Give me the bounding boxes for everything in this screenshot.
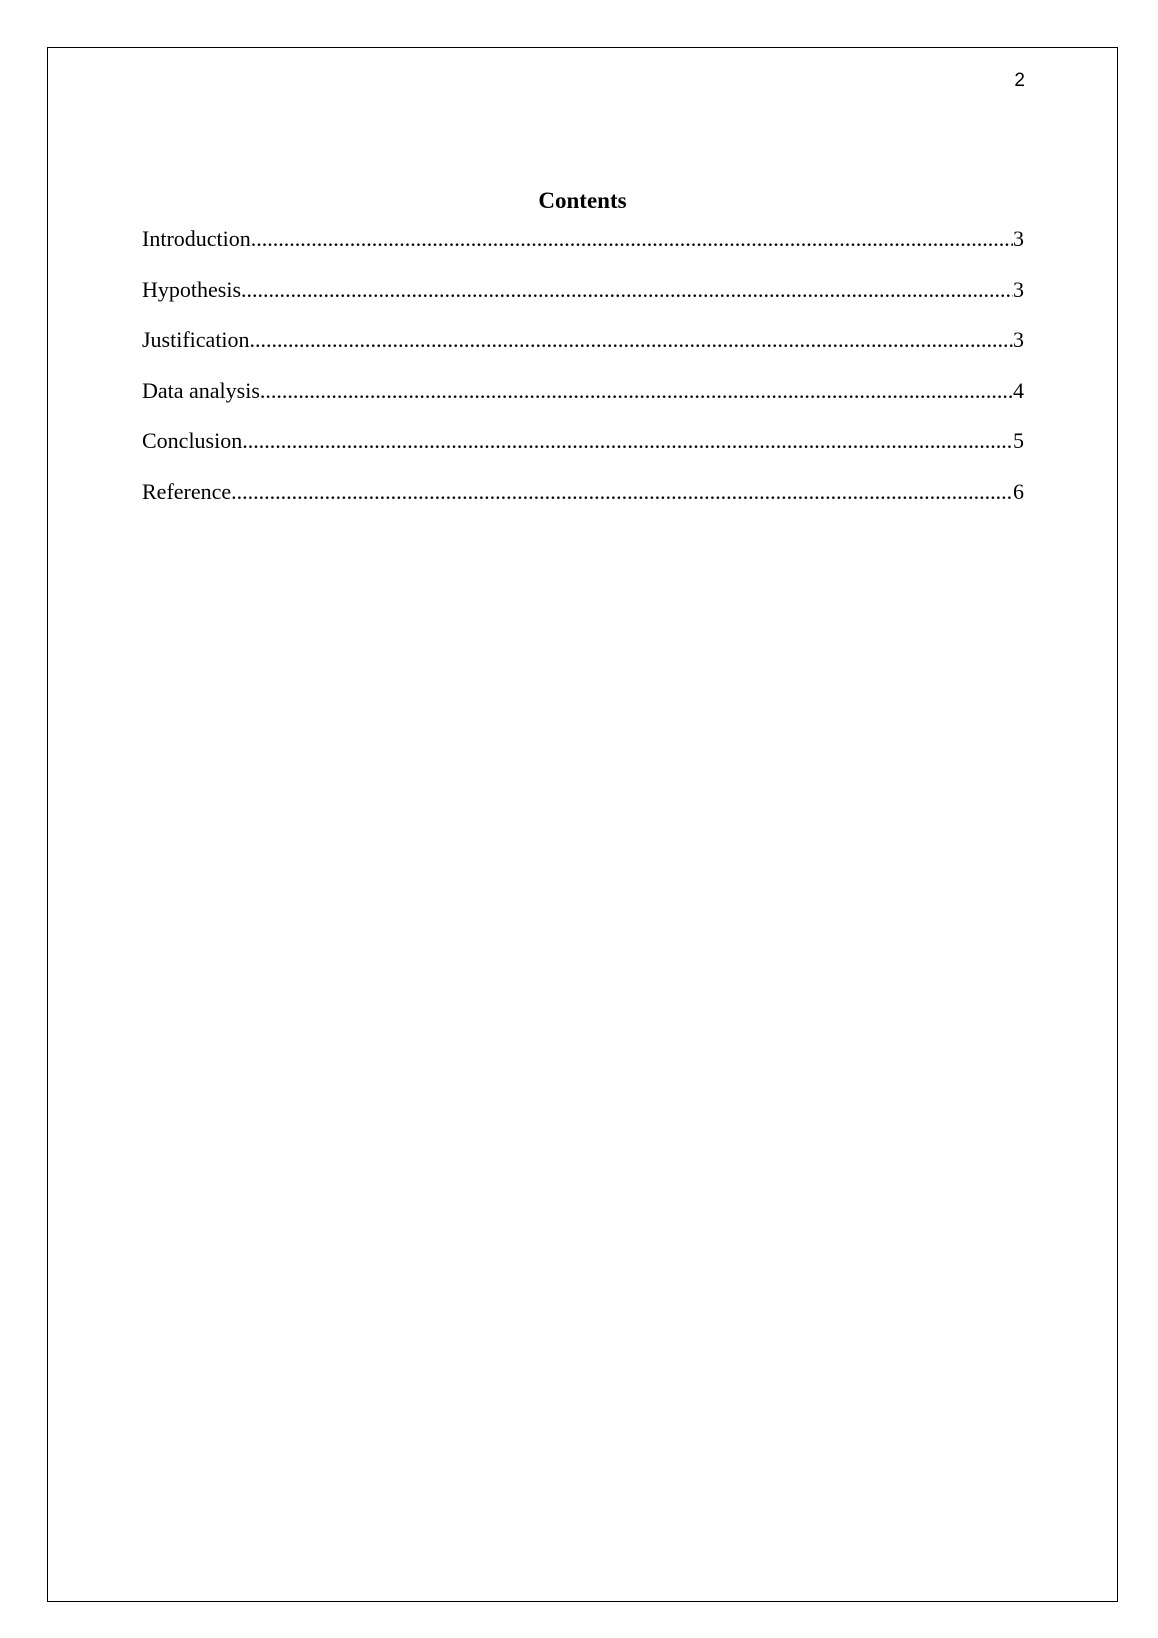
toc-entry-reference[interactable] [142, 479, 1024, 530]
toc-dot-leader [251, 226, 1013, 252]
toc-entry-label: Data analysis [142, 377, 260, 403]
toc-entry-introduction[interactable] [142, 226, 1024, 277]
toc-entry-justification[interactable] [142, 327, 1024, 378]
toc-entry-label: Reference [142, 478, 232, 504]
toc-dot-leader [250, 327, 1013, 353]
toc-title: Contents [538, 188, 627, 213]
toc-entry-label: Hypothesis [142, 276, 241, 302]
page-number: 2 [1014, 70, 1025, 91]
toc-entry-conclusion[interactable] [142, 428, 1024, 479]
toc-entry-page: 3 [1013, 276, 1024, 302]
toc-entry-data-analysis[interactable] [142, 378, 1024, 429]
toc-entry-label: Justification [142, 327, 250, 352]
toc-entry-page: 5 [1013, 428, 1024, 453]
toc-entry-page: 4 [1013, 377, 1024, 403]
toc-entry-label: Introduction [142, 226, 251, 251]
toc-dot-leader [231, 479, 1013, 505]
toc-entry-page: 3 [1013, 327, 1024, 352]
toc-entry-page: 3 [1013, 226, 1024, 251]
document-page [47, 47, 1118, 1602]
toc-entry-hypothesis[interactable] [142, 277, 1024, 328]
toc-entry-page: 6 [1013, 478, 1024, 504]
toc-dot-leader [242, 428, 1013, 454]
table-of-contents [142, 226, 1024, 529]
toc-dot-leader [260, 378, 1013, 404]
toc-entry-label: Conclusion [142, 428, 243, 453]
toc-dot-leader [241, 277, 1013, 303]
